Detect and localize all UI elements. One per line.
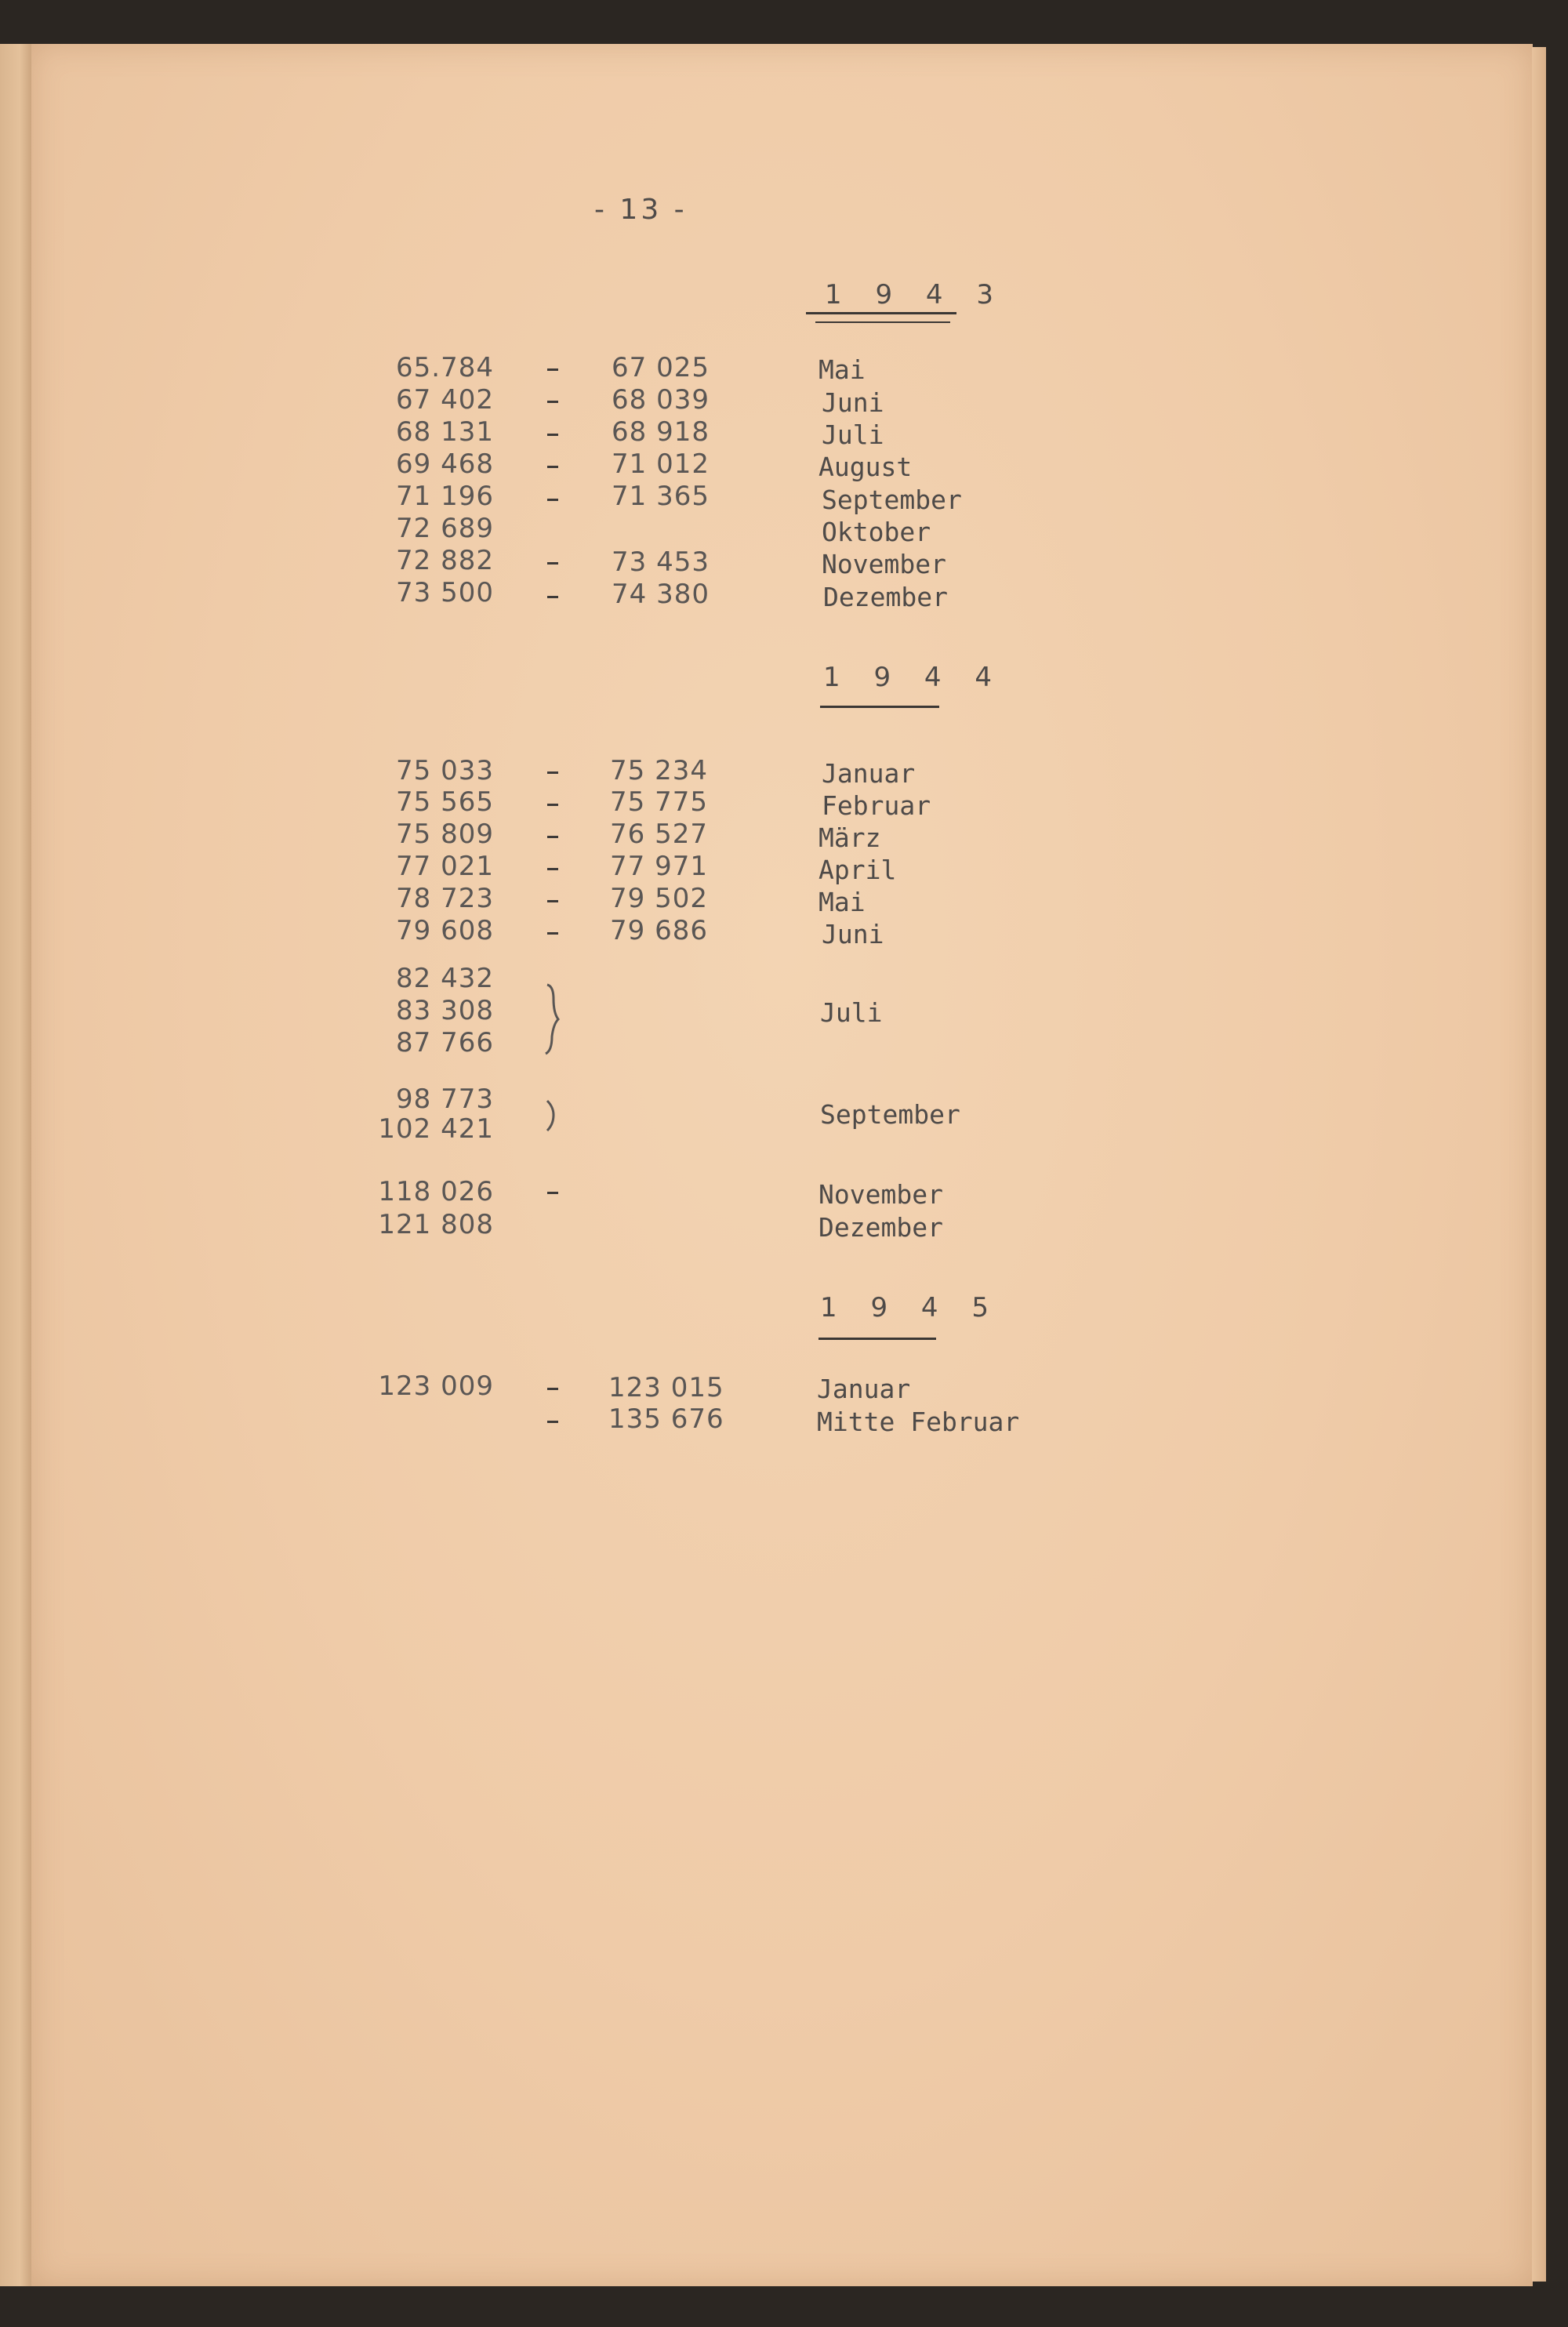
range-from: 79 608 xyxy=(396,915,494,946)
month-label: Juli xyxy=(822,419,884,450)
range-from: 75 033 xyxy=(396,755,494,786)
range-dash xyxy=(547,401,558,403)
july-number: 83 308 xyxy=(396,995,494,1026)
range-dash xyxy=(547,836,558,838)
year-underline-1943 xyxy=(806,312,956,314)
range-from: 69 468 xyxy=(396,448,494,480)
range-dash xyxy=(547,596,558,598)
range-to: 67 025 xyxy=(612,352,710,383)
range-from: 77 021 xyxy=(396,851,494,882)
july-number: 82 432 xyxy=(396,963,494,994)
range-to: 75 775 xyxy=(610,786,708,818)
range-from: 65.784 xyxy=(396,352,494,383)
range-to: 79 502 xyxy=(610,883,708,914)
month-label: Mitte Februar xyxy=(817,1407,1020,1437)
month-label: November xyxy=(822,549,946,579)
range-dash xyxy=(547,932,558,935)
year-underline-1945 xyxy=(818,1338,936,1340)
page-number: - 13 - xyxy=(594,194,688,226)
july-number: 87 766 xyxy=(396,1027,494,1058)
september-brace xyxy=(543,1098,561,1134)
range-dash xyxy=(547,804,558,806)
month-label: Juni xyxy=(822,919,884,949)
month-label: Juni xyxy=(822,387,884,418)
year-heading-1943: 1 9 4 3 xyxy=(825,279,1006,310)
range-to: 71 365 xyxy=(612,481,710,512)
range-dash xyxy=(547,499,558,501)
range-to: 76 527 xyxy=(610,819,708,850)
range-to: 68 918 xyxy=(612,416,710,448)
month-label: Juli xyxy=(820,997,883,1028)
month-label: Oktober xyxy=(822,517,931,547)
range-from: 72 689 xyxy=(396,513,494,544)
month-label: März xyxy=(818,822,881,853)
range-to: 75 234 xyxy=(610,755,708,786)
month-label: September xyxy=(822,485,962,515)
range-to: 135 676 xyxy=(608,1403,724,1435)
range-to: 73 453 xyxy=(612,546,710,578)
range-from: 121 808 xyxy=(378,1209,494,1240)
year-underline-1943-second xyxy=(815,321,950,323)
range-from: 71 196 xyxy=(396,481,494,512)
range-dash xyxy=(547,1421,558,1423)
range-dash xyxy=(547,771,558,774)
month-label: April xyxy=(818,855,897,885)
month-label: Februar xyxy=(822,790,931,821)
range-from: 73 500 xyxy=(396,577,494,608)
range-dash xyxy=(547,466,558,468)
range-dash xyxy=(547,562,558,565)
september-number: 102 421 xyxy=(378,1113,494,1145)
month-label: Mai xyxy=(818,354,866,385)
month-label: Dezember xyxy=(818,1212,943,1243)
range-from: 75 565 xyxy=(396,786,494,818)
month-label: Januar xyxy=(822,758,916,789)
range-to: 68 039 xyxy=(612,384,710,416)
document-page xyxy=(31,44,1533,2286)
july-brace xyxy=(541,982,564,1057)
range-to: 123 015 xyxy=(608,1372,724,1403)
range-dash xyxy=(547,868,558,870)
range-dash xyxy=(547,900,558,902)
year-heading-1945: 1 9 4 5 xyxy=(820,1292,1001,1323)
range-to: 71 012 xyxy=(612,448,710,480)
month-label: September xyxy=(820,1099,960,1130)
month-label: Mai xyxy=(818,887,866,917)
page-edge-shadow xyxy=(1532,47,1546,2282)
range-from: 118 026 xyxy=(378,1176,494,1207)
month-label: Dezember xyxy=(823,582,948,612)
range-from: 68 131 xyxy=(396,416,494,448)
range-from: 78 723 xyxy=(396,883,494,914)
month-label: Januar xyxy=(817,1374,911,1404)
september-number: 98 773 xyxy=(396,1084,494,1115)
range-from: 67 402 xyxy=(396,384,494,416)
range-to: 74 380 xyxy=(612,579,710,610)
range-to: 77 971 xyxy=(610,851,708,882)
year-underline-1944 xyxy=(820,706,939,708)
left-page-edge xyxy=(0,44,33,2286)
range-dash xyxy=(547,1192,558,1194)
range-from: 72 882 xyxy=(396,545,494,576)
range-dash xyxy=(547,434,558,436)
range-to: 79 686 xyxy=(610,915,708,946)
year-heading-1944: 1 9 4 4 xyxy=(823,662,1004,693)
month-label: November xyxy=(818,1179,943,1210)
range-dash xyxy=(547,368,558,371)
range-from: 75 809 xyxy=(396,819,494,850)
range-dash xyxy=(547,1388,558,1390)
month-label: August xyxy=(818,452,913,482)
range-from: 123 009 xyxy=(378,1370,494,1402)
